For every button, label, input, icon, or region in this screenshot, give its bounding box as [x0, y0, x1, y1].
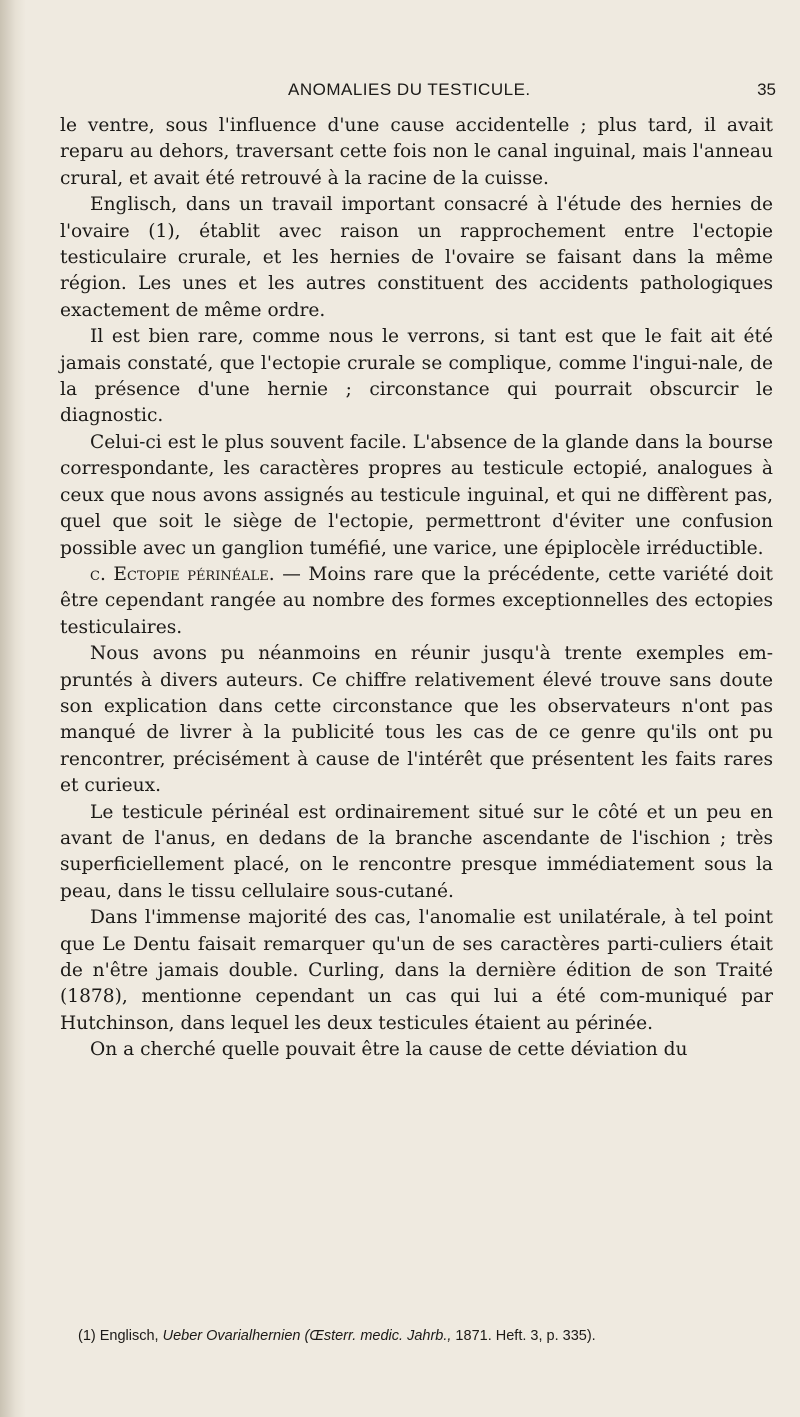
paragraph: Celui-ci est le plus souvent facile. L'absence de la glande dans la bourse correspondante, les caractères propres au testicule ectopié, analogues à ceux que nous avons assignés au testicule inguinal, et qui ne diffèrent pas, quel que soit le siège de l'ectopie, permettront d'éviter une confusion possible avec un ganglion tuméfié, une varice, une épiplocèle irréductible. — [60, 431, 773, 559]
body-text — [60, 113, 773, 1064]
page-binding-shadow — [0, 0, 26, 1417]
section-paragraph — [60, 562, 773, 641]
paragraph: Le testicule périnéal est ordinairement situé sur le côté et un peu en avant de l'anus, en dedans de la branche ascendante de l'ischion ; très superficiellement placé, on le rencontre presque immédiatement sous la peau, dans le tissu cellulaire sous-cutané. — [60, 801, 773, 902]
page-number: 35 — [757, 80, 776, 99]
paragraph: Il est bien rare, comme nous le verrons, si tant est que le fait ait été jamais constaté, que l'ectopie crurale se complique, comme l'ingui-nale, de la présence d'une hernie ; circonstance qui pourrait obscurcir le diagnostic. — [60, 326, 773, 427]
page-title: ANOMALIES DU TESTICULE. — [288, 80, 531, 99]
paragraph: Dans l'immense majorité des cas, l'anomalie est unilatérale, à tel point que Le Dentu faisait remarquer qu'un de ses caractères parti-culiers était de n'être jamais double. Curling, dans la dernière édition de son Traité (1878), mentionne cependant un cas qui lui a été com-muniqué par Hutchinson, dans lequel les deux testicules étaient au périnée. — [60, 907, 773, 1034]
footnote-suffix: 1871. Heft. 3, p. 335). — [451, 1328, 596, 1344]
paragraph: On a cherché quelle pouvait être la cause de cette déviation du — [90, 1039, 688, 1061]
section-text: — Moins rare que la précédente, cette variété doit être cependant rangée au nombre des formes exceptionnelles des ectopies testiculaires. — [60, 563, 773, 638]
footnote-title: Ueber Ovarialhernien — [162, 1328, 301, 1344]
running-header — [268, 80, 776, 110]
footnote-journal: (Œsterr. medic. Jahrb., — [304, 1328, 452, 1344]
section-heading: c. Ectopie périnéale. — [90, 563, 275, 585]
footnote-prefix: (1) Englisch, — [78, 1328, 163, 1344]
paragraph: Nous avons pu néanmoins en réunir jusqu'à trente exemples em-pruntés à divers auteurs. Ce chiffre relativement élevé trouve sans doute son explication dans cette circonstance que les observateurs n'ont pas manqué de livrer à la publicité tous les cas de ce genre qu'ils ont pu rencontrer, précisément à cause de l'intérêt que présentent les faits rares et curieux. — [60, 643, 773, 797]
paragraph: le ventre, sous l'influence d'une cause accidentelle ; plus tard, il avait reparu au dehors, traversant cette fois non le canal inguinal, mais l'anneau crural, et avait été retrouvé à la racine de la cuisse. — [60, 115, 773, 189]
paragraph: Englisch, dans un travail important consacré à l'étude des hernies de l'ovaire (1), établit avec raison un rapprochement entre l'ectopie testiculaire crurale, et les hernies de l'ovaire se faisant dans la même région. Les unes et les autres constituent des accidents pathologiques exactement de même ordre. — [60, 194, 773, 321]
footnote — [78, 1326, 778, 1346]
